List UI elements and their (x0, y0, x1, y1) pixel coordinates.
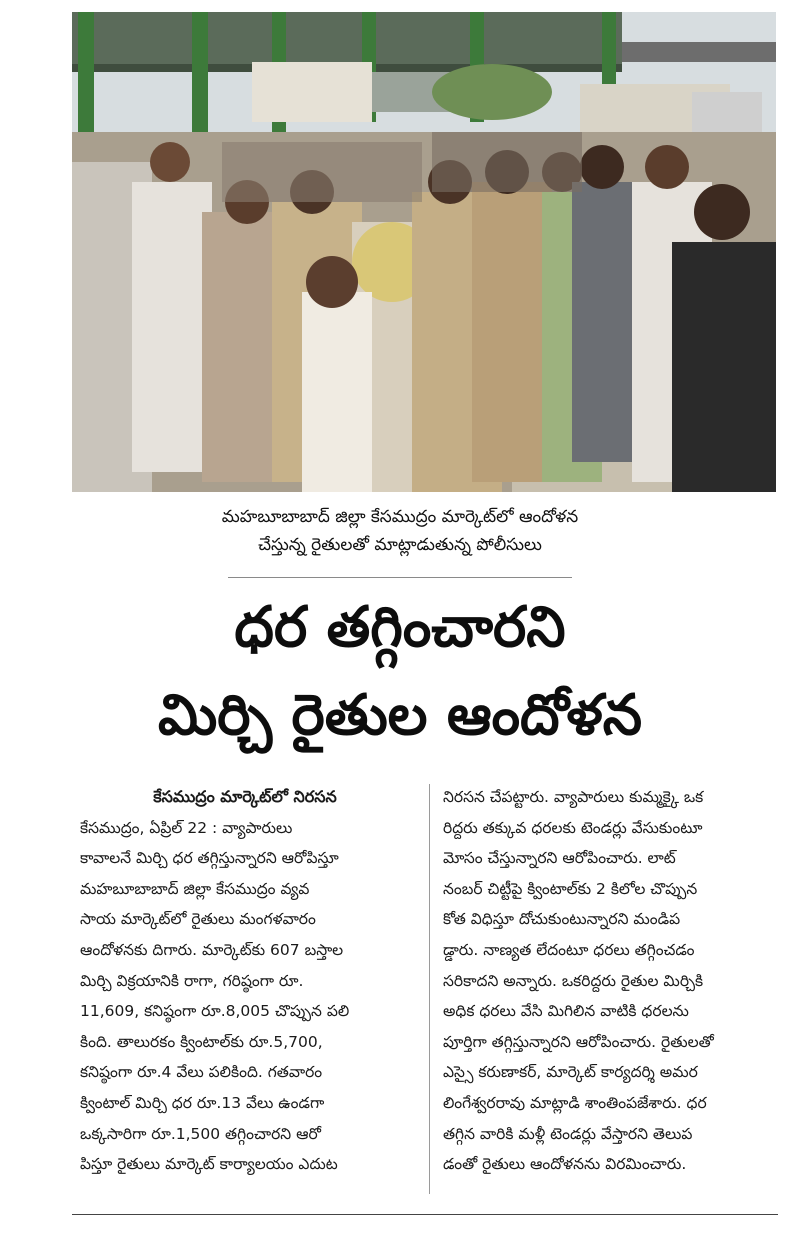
photo-caption-line-1: మహబూబాబాద్ జిల్లా కేసముద్రం మార్కెట్‌లో ఆందోళన (221, 507, 579, 527)
article-line: నిరసన చేపట్టారు. వ్యాపారులు కుమ్మక్కై ఒక (443, 788, 704, 806)
article-line: మిర్చి విక్రయానికి రాగా, గరిష్ఠంగా రూ. (80, 971, 304, 990)
column-divider (429, 784, 430, 1194)
article-line: డ్డారు. నాణ్యత లేదంటూ ధరలు తగ్గించడం (443, 940, 695, 959)
caption-divider (228, 577, 572, 578)
article-line: అధిక ధరలు వేసి మిగిలిన వాటికి ధరలను (443, 1002, 689, 1021)
article-line: సాయ మార్కెట్‌లో రైతులు మంగళవారం (80, 910, 316, 929)
article-line: నంబర్ చిట్టీపై క్వింటాల్‌కు 2 కిలోల చొప్పున (443, 879, 698, 898)
article-line: సరికాదని అన్నారు. ఒకరిద్దరు రైతుల మిర్చికి (443, 971, 704, 990)
headline-line-1: ధర తగ్గించారని (234, 595, 566, 660)
bottom-rule (72, 1214, 778, 1215)
article-line: ఆందోళనకు దిగారు. మార్కెట్‌కు 607 బస్తాల (80, 940, 344, 959)
article-column-right (443, 782, 773, 1180)
article-line: పిస్తూ రైతులు మార్కెట్ కార్యాలయం ఎదుట (80, 1155, 338, 1174)
article-line: 11,609, కనిష్ఠంగా రూ.8,005 చొప్పున పలి (80, 1002, 350, 1021)
article-line: కోత విధిస్తూ దోచుకుంటున్నారని మండిప (443, 910, 681, 929)
article-line: మహబూబాబాద్ జిల్లా కేసముద్రం వ్యవ (80, 879, 310, 898)
article-line: రిద్దరు తక్కువ ధరలకు టెండర్లు వేసుకుంటూ (443, 818, 703, 837)
article-line: క్వింటాల్ మిర్చి ధర రూ.13 వేలు ఉండగా (80, 1093, 325, 1112)
article-line: తగ్గిన వారికి మళ్లీ టెండర్లు వేస్తారని తెలుప (443, 1124, 693, 1143)
article-subhead: కేసముద్రం మార్కెట్‌లో నిరసన (153, 787, 337, 806)
article-line: కేసముద్రం, ఏప్రిల్ 22 : వ్యాపారులు (80, 818, 293, 837)
article-line: ఒక్కసారిగా రూ.1,500 తగ్గించారని ఆరో (80, 1124, 321, 1143)
article-line: డంతో రైతులు ఆందోళనను విరమించారు. (443, 1155, 687, 1174)
article-line: కావాలనే మిర్చి ధర తగ్గిస్తున్నారని ఆరోపిస్తూ (80, 849, 339, 868)
photo-caption-line-2: చేస్తున్న రైతులతో మాట్లాడుతున్న పోలీసులు (258, 535, 542, 555)
article-line: కింది. తాలురకం క్వింటాల్‌కు రూ.5,700, (80, 1032, 323, 1051)
article-line: ఎస్సై కరుణాకర్, మార్కెట్ కార్యదర్శి అమర (443, 1063, 698, 1082)
photo-illustration (72, 12, 776, 492)
article-line: పూర్తిగా తగ్గిస్తున్నారని ఆరోపించారు. రైతులతో (443, 1032, 714, 1051)
article-line: మోసం చేస్తున్నారని ఆరోపించారు. లాట్ (443, 849, 676, 868)
headline-line-2: మిర్చి రైతుల ఆందోళన (157, 683, 643, 748)
article-column-left (80, 782, 410, 1180)
news-photo (72, 12, 776, 492)
article-line: కనిష్ఠంగా రూ.4 వేలు పలికింది. గతవారం (80, 1063, 323, 1082)
article-line: లింగేశ్వరరావు మాట్లాడి శాంతింపజేశారు. ధర (443, 1093, 707, 1112)
